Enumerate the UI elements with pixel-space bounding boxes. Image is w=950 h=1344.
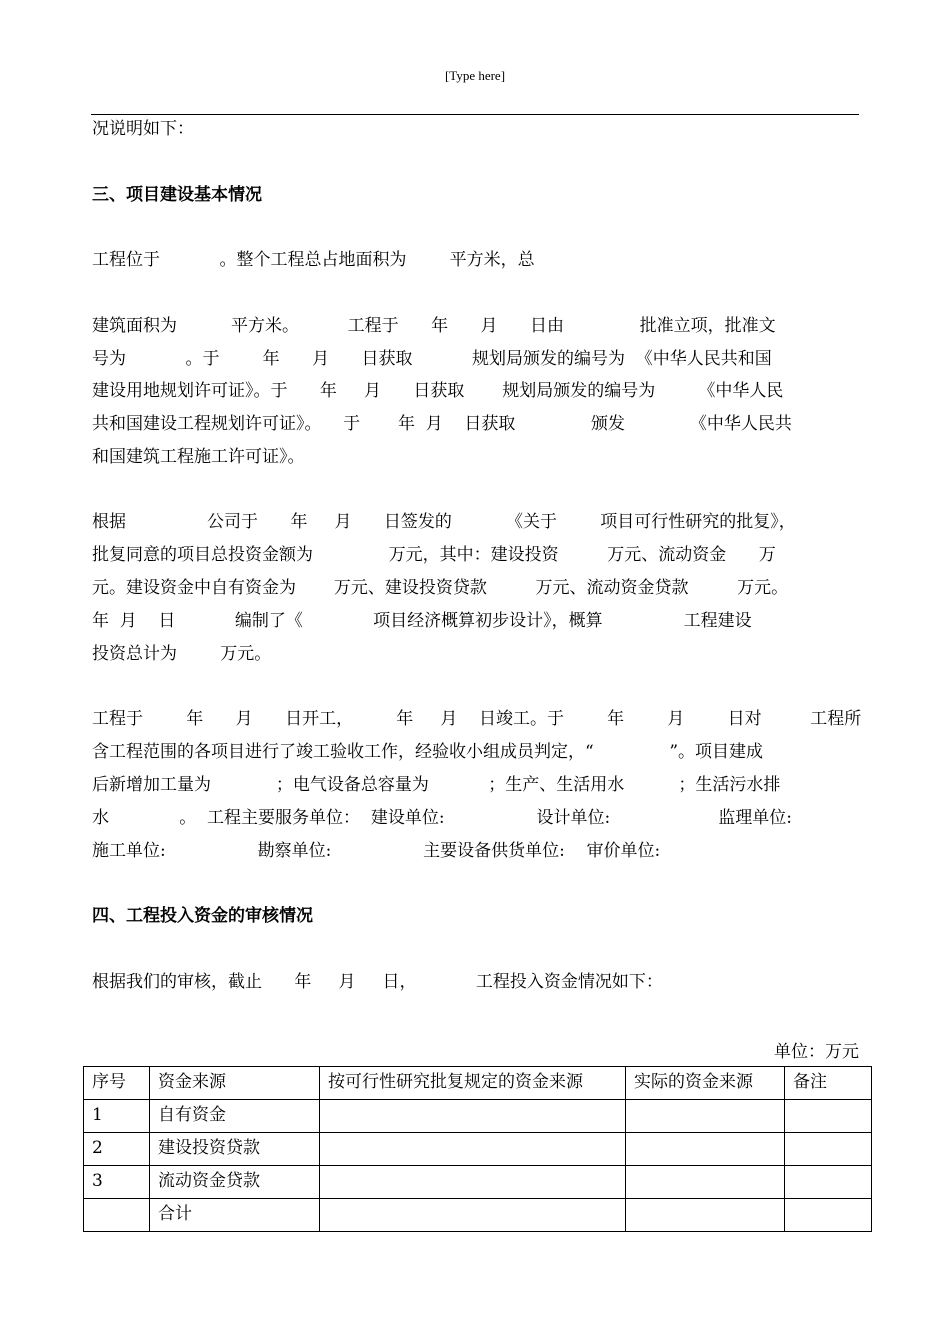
table-row: [84, 1100, 872, 1133]
table-cell: [785, 1199, 872, 1232]
table-cell: 3: [84, 1166, 150, 1199]
paragraph-line: 后新增加工量为 ；电气设备总容量为 ；生产、生活用水 ；生活污水排: [92, 775, 781, 795]
paragraph-line: 施工单位: 勘察单位: 主要设备供货单位: 审价单位:: [92, 841, 661, 861]
table-row: [84, 1133, 872, 1166]
table-cell: 建设投资贷款: [150, 1133, 320, 1166]
table-cell: [320, 1166, 626, 1199]
table-cell: 流动资金贷款: [150, 1166, 320, 1199]
paragraph-line: 建筑面积为 平方米。 工程于 年 月 日由 批准立项，批准文: [92, 316, 776, 336]
table-cell: [785, 1133, 872, 1166]
table-cell: [84, 1199, 150, 1232]
paragraph-line: 水 。 工程主要服务单位： 建设单位: 设计单位: 监理单位:: [92, 808, 792, 828]
table-header-cell: 资金来源: [150, 1067, 320, 1100]
paragraph-line: 和国建筑工程施工许可证》。: [92, 447, 305, 467]
paragraph-line: 号为 。于 年 月 日获取 规划局颁发的编号为 《中华人民共和国: [92, 349, 772, 369]
table-row: [84, 1166, 872, 1199]
table-cell: [320, 1100, 626, 1133]
header-divider: [91, 114, 859, 115]
section4-heading: 四、工程投入资金的审核情况: [92, 906, 313, 926]
table-cell: [626, 1166, 785, 1199]
paragraph-line: 根据 公司于 年 月 日签发的 《关于 项目可行性研究的批复》，: [92, 512, 796, 532]
unit-label: 单位：万元: [774, 1042, 859, 1062]
table-header-row: [84, 1067, 872, 1100]
table-header-cell: 备注: [785, 1067, 872, 1100]
paragraph-line: 共和国建设工程规划许可证》。 于 年 月 日获取 颁发 《中华人民共: [92, 414, 792, 434]
section3-p1: 工程位于 。整个工程总占地面积为 平方米，总: [92, 250, 535, 270]
table-cell: [626, 1133, 785, 1166]
intro-line: 况说明如下：: [92, 119, 194, 139]
paragraph-line: 批复同意的项目总投资金额为 万元，其中：建设投资 万元、流动资金 万: [92, 545, 776, 565]
table-cell: 自有资金: [150, 1100, 320, 1133]
table-cell: [785, 1166, 872, 1199]
table-cell: [626, 1100, 785, 1133]
table-header-cell: 按可行性研究批复规定的资金来源: [320, 1067, 626, 1100]
paragraph-line: 工程于 年 月 日开工， 年 月 日竣工。于 年 月 日对 工程所: [92, 709, 862, 729]
section3-heading: 三、项目建设基本情况: [92, 185, 262, 205]
paragraph-line: 年 月 日 编制了《 项目经济概算初步设计》，概算 工程建设: [92, 611, 752, 631]
funding-table: [83, 1066, 872, 1232]
table-cell: [320, 1133, 626, 1166]
table-header-cell: 实际的资金来源: [626, 1067, 785, 1100]
paragraph-line: 含工程范围的各项目进行了竣工验收工作，经验收小组成员判定，“ ”。项目建成: [92, 742, 764, 762]
table-cell: 1: [84, 1100, 150, 1133]
table-cell: [320, 1199, 626, 1232]
table-header-cell: 序号: [84, 1067, 150, 1100]
paragraph-line: 投资总计为 万元。: [92, 644, 272, 664]
table-total-row: [84, 1199, 872, 1232]
paragraph-line: 建设用地规划许可证》。于 年 月 日获取 规划局颁发的编号为 《中华人民: [92, 381, 784, 401]
table-cell: 合计: [150, 1199, 320, 1232]
paragraph-line: 元。建设资金中自有资金为 万元、建设投资贷款 万元、流动资金贷款 万元。: [92, 578, 789, 598]
page-header: [Type here]: [444, 68, 506, 83]
table-cell: [626, 1199, 785, 1232]
section4-p1: 根据我们的审核，截止 年 月 日， 工程投入资金情况如下：: [92, 972, 663, 992]
table-cell: 2: [84, 1133, 150, 1166]
table-cell: [785, 1100, 872, 1133]
